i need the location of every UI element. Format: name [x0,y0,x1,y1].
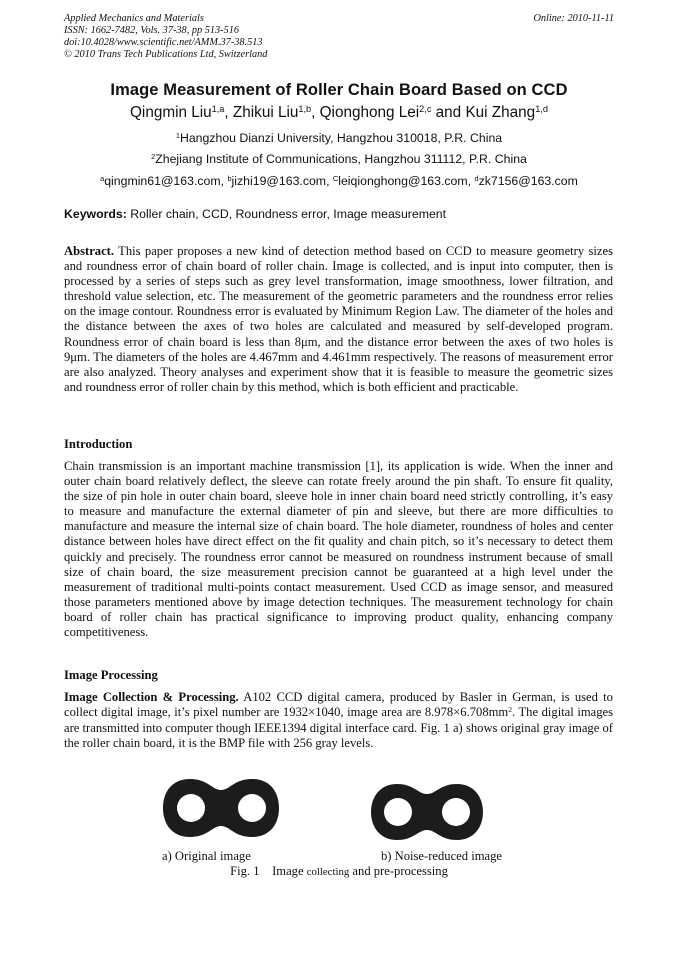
email: leiqionghong@163.com [338,174,468,188]
author-name: Zhikui Liu [232,104,299,121]
copyright: © 2010 Trans Tech Publications Ltd, Switzerland [64,49,268,60]
doi: doi:10.4028/www.scientific.net/AMM.37-38.513 [64,37,263,48]
online-date: Online: 2010-11-11 [533,13,614,24]
author-line [0,104,678,122]
affiliation-text: Zhejiang Institute of Communications, Hangzhou 311112, P.R. China [155,152,527,166]
introduction-paragraph: Chain transmission is an important machine transmission [1], its application is wide. When the inner and outer chain board relatively deflect, the sleeve can rotate freely around the pin shaft. To ensure fit quality, the size of pin hole in outer chain board, sleeve hole in inner chain board need strictly controlling, it’s easy to measure and manufacture the external diameter of pin and sleeve, but there are more difficulties to manufacture and measure the internal size of chain board. The hole diameter, roundness of holes and center distance between holes have direct effect on the fit quality and chain pitch, so it’s necessary to detect them quickly and precisely. The roundness error cannot be measured on roundness instrument because of small size of chain board, the size measurement precision cannot be guaranteed at a high level under the measurement of traditional multi-points contact measurement. Used CCD as image sensor, and measured those parameters mentioned above by image detection techniques. The measurement technology for chain board of roller chain has practical significance to improving product quality, enhancing company competitiveness. [64,459,613,640]
figure-caption-prefix: Fig. 1 Image [230,864,307,878]
area-unit-sup: 2 [508,704,512,714]
noise-reduced-chain-board-image [368,781,486,843]
author-sup: 1,b [298,103,312,114]
issn: ISSN: 1662-7482, Vols. 37-38, pp 513-516 [64,25,240,36]
section-heading-introduction: Introduction [64,437,133,451]
affiliation-sup: 1 [175,130,180,140]
email: qingmin61@163.com [104,174,221,188]
author-name: Kui Zhang [465,104,536,121]
journal-name: Applied Mechanics and Materials [64,13,204,24]
figure-caption [0,864,678,879]
email-separator: , [220,174,228,188]
email-sup: C [332,173,339,183]
author-separator: , [311,104,320,121]
author-sup: 2,c [419,103,432,114]
email-separator: , [326,174,333,188]
affiliation-text: Hangzhou Dianzi University, Hangzhou 310018, P.R. China [179,131,503,145]
author-sup: 1,d [535,103,548,114]
keywords-label: Keywords: [64,207,127,221]
figure-caption-small: collecting [306,866,350,878]
subsection-label: Image Collection & Processing. [64,690,239,704]
author-separator: and [431,104,466,121]
author-sup: 1,a [211,103,225,114]
affiliation-sup: 2 [151,151,156,161]
chain-hole-right [442,798,470,826]
abstract [64,244,613,395]
keywords-text: Roller chain, CCD, Roundness error, Image measurement [130,207,447,221]
author-separator: , [224,104,233,121]
affiliation-1 [0,131,678,145]
email-sup: a [100,173,105,183]
chain-hole-left [177,794,205,822]
section-heading-image-processing: Image Processing [64,668,158,682]
figure-caption-a: a) Original image [162,849,251,863]
email-sup: d [474,173,479,183]
email: zk7156@163.com [478,174,578,188]
email-separator: , [467,174,475,188]
author-name: Qionghong Lei [319,104,420,121]
image-processing-text-2: . The digital images are transmitted into computer though IEEE1394 digital interface card. Fig. 1 a) shows original gray image of the roller chain board, it is the BMP file with 256 gray levels. [64,705,613,751]
email: jizhi19@163.com [231,174,327,188]
original-chain-board-image [160,776,282,840]
affiliation-2 [0,152,678,166]
abstract-label: Abstract. [64,244,115,258]
paper-title: Image Measurement of Roller Chain Board Based on CCD [110,81,568,99]
email-line [0,174,678,188]
running-header [64,13,267,61]
email-sup: b [227,173,232,183]
image-processing-text-1: A102 CCD digital camera, produced by Basler in German, is used to collect digital image, it’s pixel number are 1932×1040, image area are 8.978×6.708mm [64,690,613,720]
figure-caption-b: b) Noise-reduced image [381,849,502,863]
chain-hole-left [384,798,412,826]
image-processing-paragraph [64,690,613,751]
keywords [64,207,446,221]
abstract-text: This paper proposes a new kind of detection method based on CCD to measure geometry sizes and roundness error of chain board of roller chain. Image is collected, and is input into computer, then is processed by a series of steps such as grey level transformation, image smoothness, lower filtration, and threshold value selection, etc. The measurement of the geometric parameters and the roundness error relies on the image contour. Roundness error is evaluated by Minimum Region Law. The diameter of the holes and the distance between the axes of two holes are calculated and measured by self-developed program. Roundness error of chain board is less than 8μm, and the distance error between the axes of two holes is 9μm. The diameters of the holes are 4.467mm and 4.461mm respectively. The reasons of measurement error are also analyzed. Theory analyses and experiment show that it is feasible to measure the geometric sizes and roundness error of roller chain by this method, which is both efficient and practicable. [64,244,613,394]
figure-caption-suffix: and pre-processing [349,864,448,878]
chain-hole-right [238,794,266,822]
author-name: Qingmin Liu [130,104,212,121]
